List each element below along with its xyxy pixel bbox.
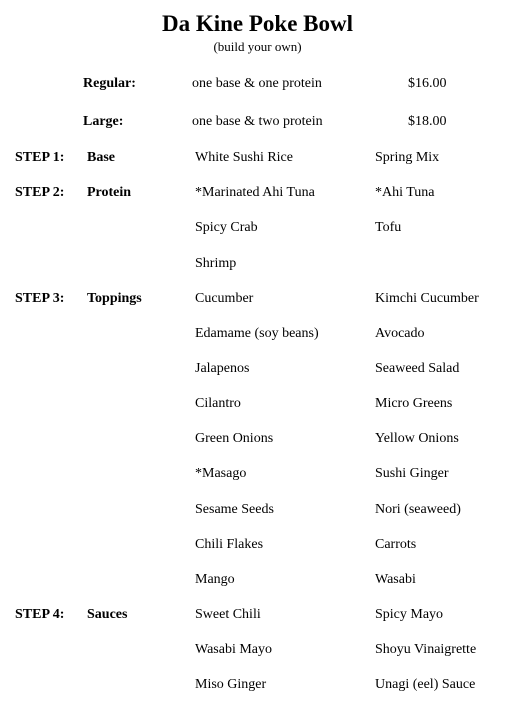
menu-subtitle: (build your own): [213, 39, 302, 54]
option-item: Shrimp: [195, 256, 237, 271]
option-item: Unagi (eel) Sauce: [375, 677, 476, 692]
option-item: Wasabi: [375, 572, 416, 587]
option-item: Shoyu Vinaigrette: [375, 642, 477, 657]
option-item: Micro Greens: [375, 396, 453, 411]
option-item: White Sushi Rice: [195, 150, 293, 165]
option-item: Sweet Chili: [195, 607, 261, 622]
option-item: Wasabi Mayo: [195, 642, 273, 657]
step-label: STEP 2:: [15, 185, 65, 200]
option-item: Sesame Seeds: [195, 502, 274, 517]
step-label: STEP 1:: [15, 150, 65, 165]
option-item: Carrots: [375, 537, 417, 552]
size-price: $16.00: [408, 76, 447, 91]
option-item: Green Onions: [195, 431, 274, 446]
option-item: *Ahi Tuna: [375, 185, 435, 200]
option-item: Sushi Ginger: [375, 466, 449, 481]
size-name: Large:: [83, 114, 124, 129]
size-description: one base & two protein: [192, 114, 323, 129]
menu-title: Da Kine Poke Bowl: [161, 11, 354, 36]
option-item: *Marinated Ahi Tuna: [195, 185, 315, 200]
option-item: Edamame (soy beans): [195, 326, 319, 341]
option-item: Seaweed Salad: [375, 361, 460, 376]
option-item: Cilantro: [195, 396, 241, 411]
option-item: Spicy Mayo: [375, 607, 444, 622]
step-label: STEP 3:: [15, 291, 65, 306]
option-item: Spicy Crab: [195, 220, 258, 235]
option-item: Yellow Onions: [375, 431, 459, 446]
option-item: Chili Flakes: [195, 537, 264, 552]
option-item: Kimchi Cucumber: [375, 291, 479, 306]
option-item: Tofu: [375, 220, 402, 235]
size-price: $18.00: [408, 114, 447, 129]
option-item: Avocado: [375, 326, 425, 341]
step-category: Base: [87, 150, 115, 165]
option-item: Spring Mix: [375, 150, 440, 165]
step-category: Sauces: [87, 607, 128, 622]
option-item: *Masago: [195, 466, 247, 481]
step-category: Toppings: [87, 291, 142, 306]
option-item: Miso Ginger: [195, 677, 267, 692]
size-description: one base & one protein: [192, 76, 322, 91]
size-name: Regular:: [83, 76, 136, 91]
step-label: STEP 4:: [15, 607, 65, 622]
step-category: Protein: [87, 185, 132, 200]
option-item: Jalapenos: [195, 361, 250, 376]
option-item: Nori (seaweed): [375, 502, 461, 517]
option-item: Mango: [195, 572, 235, 587]
option-item: Cucumber: [195, 291, 254, 306]
